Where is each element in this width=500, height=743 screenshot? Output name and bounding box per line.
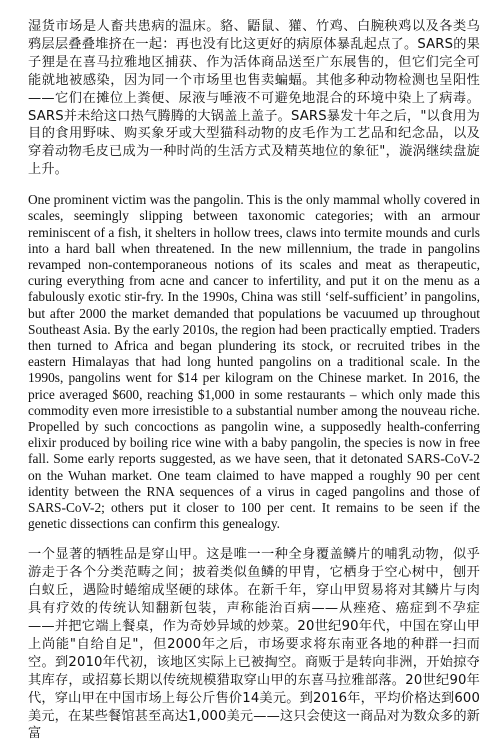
chinese-paragraph-1: 湿货市场是人畜共患病的温床。貉、鼯鼠、獾、竹鸡、白腕秧鸡以及各类乌鸦层层叠叠堆挤在一起：再也没有比这更好的病原体暴乱起点了。SARS的果子狸是在喜马拉雅地区捕获、作为活体商品送至广东展售的，但它们完全可能就地被感染，因为同一个市场里也售卖蝙蝠。其他多种动物检测也呈阳性——它们在摊位上粪便、尿液与唾液不可避免地混合的环境中染上了病毒。SARS并未给这口热气腾腾的大锅盖上盖子。SARS暴发十年之后，"以食用为目的食用野味、购买象牙或大型猫科动物的皮毛作为工艺品和纪念品，以及穿着动物毛皮已成为一种时尚的生活方式及精英地位的象征"，漩涡继续盘旋上升。: [28, 19, 480, 178]
chinese-paragraph-2: 一个显著的牺牲品是穿山甲。这是唯一一种全身覆盖鳞片的哺乳动物，似乎游走于各个分类范畴之间；披着类似鱼鳞的甲胄，它栖身于空心树中，刨开白蚁丘，遇险时蜷缩成坚硬的球体。在新千年，穿山甲贸易将对其鳞片与肉具有疗效的传统认知翻新包装，声称能治百病——从痤疮、癌症到不孕症——并把它端上餐桌，作为奇妙异域的炒菜。20世纪90年代，中国在穿山甲上尚能"自给自足"，但2000年之后，市场要求将东南亚各地的种群一扫而空。到2010年代初，该地区实际上已被掏空。商贩于是转向非洲，开始掠夺其库存，或招募长期以传统规模猎取穿山甲的东喜马拉雅部落。20世纪90年代，穿山甲在中国市场上每公斤售价14美元。到2016年，平均价格达到600美元，在某些餐馆甚至高达1,000美元——这只会使这一商品对为数众多的新富: [28, 547, 480, 742]
document-page: [28, 18, 480, 743]
english-paragraph: One prominent victim was the pangolin. This is the only mammal wholly covered in scales, seemingly slipping between taxonomic categories; with an armour reminiscent of a fish, it shelters in hollow trees, claws into termite mounds and curls into a hard ball when threatened. In the new millennium, the trade in pangolins revamped non-contemporaneous notions of its scales and meat as therapeutic, curing everything from acne and cancer to infertility, and put it on the menu as a fabulously exotic stir-fry. In the 1990s, China was still ‘self-sufficient’ in pangolins, but after 2000 the market demanded that populations be vacuumed up throughout Southeast Asia. By the early 2010s, the region had been practically emptied. Traders then turned to Africa and began plundering its stock, or recruited tribes in the eastern Himalayas that had long hunted pangolins on a traditional scale. In the 1990s, pangolins went for $14 per kilogram on the Chinese market. In 2016, the price averaged $600, reaching $1,000 in some restaurants – which only made this commodity even more irresistible to a substantial number among the nouveau riche. Propelled by such concoctions as pangolin wine, a supposedly health-conferring elixir produced by boiling rice wine with a baby pangolin, the species is now in free fall. Some early reports suggested, as we have seen, that it detonated SARS-CoV-2 on the Wuhan market. One team claimed to have mapped a roughly 90 per cent identity between the RNA sequences of a virus in caged pangolins and those of SARS-CoV-2; others put it closer to 100 per cent. It remains to be seen if the genetic dissections can confirm this genealogy.: [28, 192, 480, 532]
